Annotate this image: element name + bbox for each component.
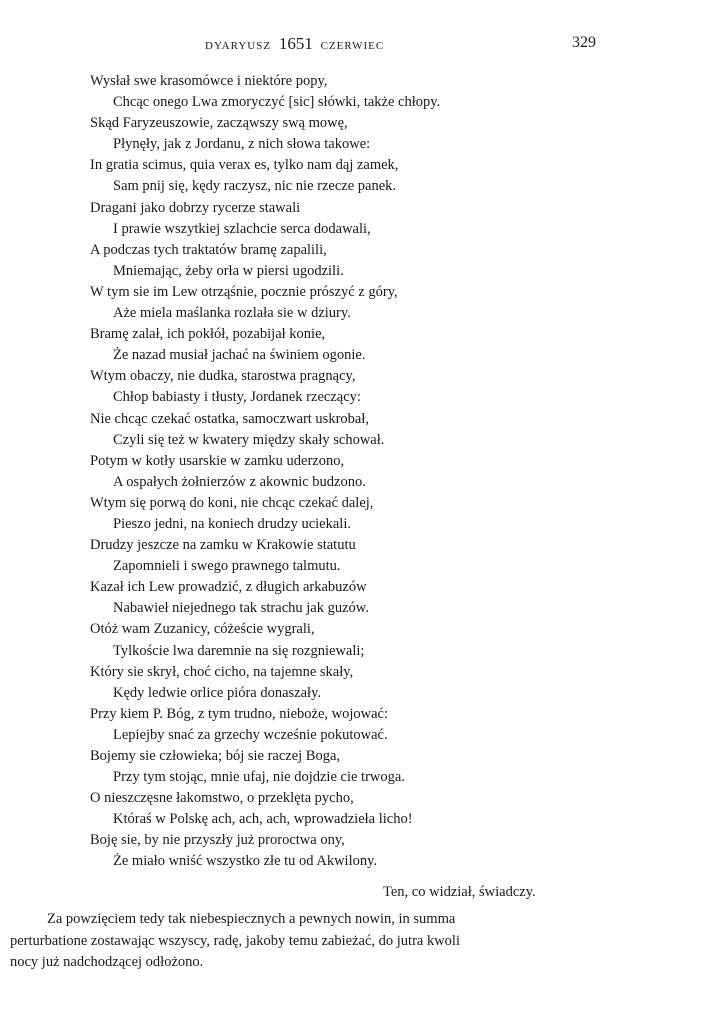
poem-line: Przy kiem P. Bóg, z tym trudno, nieboże, wojować: bbox=[90, 705, 389, 722]
poem bbox=[0, 71, 720, 873]
poem-line: A podczas tych traktatów bramę zapalili, bbox=[90, 241, 327, 258]
poem-line: Nabawieł niejednego tak strachu jak guzów. bbox=[113, 600, 369, 617]
signature-line: Ten, co widział, świadczy. bbox=[383, 884, 536, 900]
poem-line: I prawie wszytkiej szlachcie serca dodawali, bbox=[113, 220, 371, 237]
poem-line: O nieszczęsne łakomstwo, o przeklęta pycho, bbox=[90, 790, 354, 807]
poem-line: Płynęły, jak z Jordanu, z nich słowa takowe: bbox=[113, 136, 371, 153]
poem-line: Chłop babiasty i tłusty, Jordanek rzeczący: bbox=[113, 389, 361, 406]
poem-line: Wtym się porwą do koni, nie chcąc czekać dalej, bbox=[90, 494, 374, 511]
poem-line: Boję sie, by nie przyszły już proroctwa ony, bbox=[90, 832, 345, 849]
poem-line: Lepiejby snać za grzechy wcześnie pokutować. bbox=[113, 726, 388, 743]
poem-line: Bramę zalał, ich pokłół, pozabijał konie, bbox=[90, 326, 326, 343]
running-head-right: CZERWIEC bbox=[320, 40, 385, 52]
running-head bbox=[205, 34, 384, 54]
poem-line: Drudzy jeszcze na zamku w Krakowie statutu bbox=[90, 537, 356, 554]
poem-line: Aże miela maślanka rozlała sie w dziury. bbox=[113, 305, 351, 322]
poem-line: Skąd Faryzeuszowie, zacząwszy swą mowę, bbox=[90, 115, 348, 132]
poem-line: A ospałych żołnierzów z akownic budzono. bbox=[113, 473, 366, 490]
poem-line: Potym w kotły usarskie w zamku uderzono, bbox=[90, 452, 345, 469]
prose-line: nocy już nadchodzącej odłożono. bbox=[10, 954, 204, 970]
poem-line: Nie chcąc czekać ostatka, samoczwart uskrobał, bbox=[90, 410, 369, 427]
poem-line: Że miało wniść wszystko złe tu od Akwilony. bbox=[113, 853, 378, 870]
prose-line: perturbatione zostawając wszyscy, radę, jakoby temu zabieżać, do jutra kwoli bbox=[10, 932, 460, 949]
poem-line: In gratia scimus, quia verax es, tylko nam dąj zamek, bbox=[90, 157, 399, 174]
poem-line: Chcąc onego Lwa zmoryczyć [sic] słówki, także chłopy. bbox=[113, 94, 441, 111]
prose-paragraph bbox=[10, 909, 602, 974]
poem-line: Bojemy sie człowieka; bój sie raczej Boga, bbox=[90, 748, 341, 764]
poem-line: Dragani jako dobrzy rycerze stawali bbox=[90, 199, 301, 216]
poem-line: Wysłał swe krasomówce i niektóre popy, bbox=[90, 73, 328, 89]
poem-line: W tym sie im Lew otrząśnie, pocznie prószyć z góry, bbox=[90, 283, 398, 300]
poem-line: Otóż wam Zuzanicy, cóżeście wygrali, bbox=[90, 621, 315, 638]
running-head-year: 1651 bbox=[278, 34, 313, 53]
poem-line: Zapomnieli i swego prawnego talmutu. bbox=[113, 558, 341, 575]
poem-line: Pieszo jedni, na koniech drudzy uciekali. bbox=[113, 515, 351, 532]
running-head-left: DYARYUSZ bbox=[205, 40, 272, 52]
poem-line: Kędy ledwie orlice pióra donaszały. bbox=[113, 684, 322, 701]
poem-line: Że nazad musiał jachać na świniem ogonie. bbox=[113, 347, 366, 364]
poem-line: Czyli się też w kwatery między skały schował. bbox=[113, 431, 385, 448]
prose-line: Za powzięciem tedy tak niebespiecznych a pewnych nowin, in summa bbox=[47, 911, 456, 927]
poem-line: Przy tym stojąc, mnie ufaj, nie dojdzie cie trwoga. bbox=[113, 769, 405, 786]
poem-line: Który sie skrył, choć cicho, na tajemne skały, bbox=[90, 663, 354, 680]
poem-line: Sam pnij się, kędy raczysz, nic nie rzecze panek. bbox=[113, 178, 397, 195]
poem-line: Któraś w Polskę ach, ach, ach, wprowadzieła licho! bbox=[113, 811, 413, 828]
poem-line: Tylkoście lwa daremnie na się rozgniewali; bbox=[113, 642, 365, 659]
page-number: 329 bbox=[572, 34, 596, 51]
poem-line: Kazał ich Lew prowadzić, z długich arkabuzów bbox=[90, 579, 367, 596]
poem-line: Wtym obaczy, nie dudka, starostwa pragnący, bbox=[90, 368, 356, 385]
poem-line: Mniemając, żeby orła w piersi ugodzili. bbox=[113, 262, 344, 279]
